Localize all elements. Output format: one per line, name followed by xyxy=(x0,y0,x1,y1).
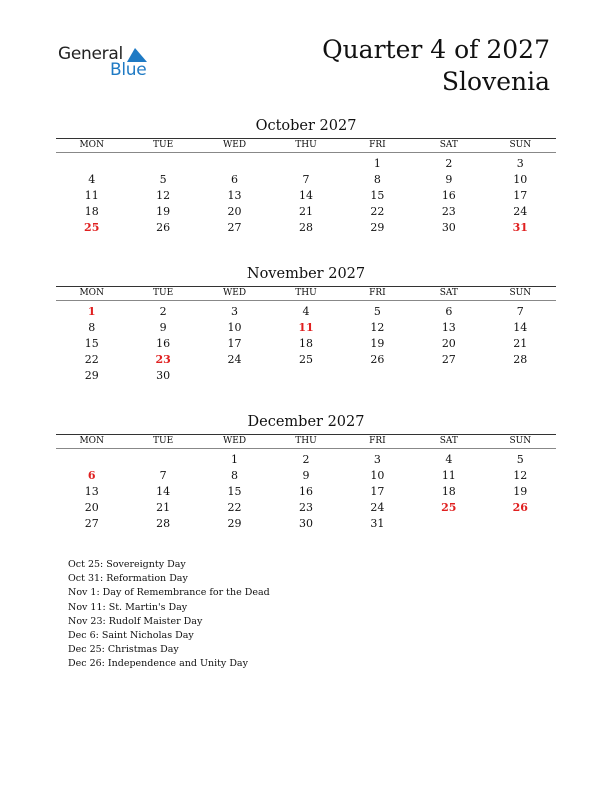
weekday-label: SAT xyxy=(439,288,458,298)
day-cell: 1 xyxy=(231,453,239,466)
week-row xyxy=(56,352,556,368)
day-cell: 24 xyxy=(227,353,242,366)
title-country: Slovenia xyxy=(441,67,550,96)
weekday-header xyxy=(56,139,556,152)
day-cell: 31 xyxy=(370,517,385,530)
weekday-label: SAT xyxy=(439,436,458,446)
week-row xyxy=(56,368,556,384)
month-title: October 2027 xyxy=(255,118,357,134)
weekday-label: WED xyxy=(223,436,247,446)
weekday-label: SUN xyxy=(509,140,532,150)
day-cell: 27 xyxy=(441,353,456,366)
day-cell: 25 xyxy=(441,501,457,514)
empty-day-cell xyxy=(56,449,127,468)
day-grid xyxy=(56,301,556,384)
logo xyxy=(58,44,168,84)
holiday-item: Oct 25: Sovereignty Day xyxy=(68,559,186,570)
day-cell: 29 xyxy=(84,369,99,382)
week-row xyxy=(56,468,556,484)
day-cell: 21 xyxy=(513,337,528,350)
month-october xyxy=(56,117,556,236)
day-cell: 6 xyxy=(231,173,239,186)
week-row xyxy=(56,516,556,532)
weekday-label: WED xyxy=(223,140,247,150)
holiday-item: Dec 26: Independence and Unity Day xyxy=(68,658,248,670)
day-cell: 17 xyxy=(370,485,385,498)
empty-day-cell xyxy=(127,449,198,468)
day-cell: 22 xyxy=(370,205,385,218)
empty-day-cell xyxy=(270,153,341,172)
day-cell: 5 xyxy=(159,173,167,186)
day-cell: 26 xyxy=(370,353,385,366)
week-row xyxy=(56,301,556,320)
week-row xyxy=(56,188,556,204)
weekday-label: SUN xyxy=(509,436,532,446)
day-cell: 15 xyxy=(227,485,242,498)
day-cell: 16 xyxy=(298,485,313,498)
day-cell: 19 xyxy=(513,485,528,498)
empty-day-cell xyxy=(485,368,556,384)
week-row xyxy=(56,153,556,172)
day-cell: 14 xyxy=(513,321,528,334)
day-cell: 19 xyxy=(370,337,385,350)
empty-day-cell xyxy=(413,516,484,532)
month-december xyxy=(56,413,556,532)
day-cell: 13 xyxy=(84,485,99,498)
weekday-label: FRI xyxy=(369,436,386,446)
week-row xyxy=(56,449,556,468)
empty-day-cell xyxy=(485,516,556,532)
month-november xyxy=(56,265,556,384)
day-cell: 16 xyxy=(441,189,456,202)
weekday-label: THU xyxy=(295,140,317,150)
month-title: December 2027 xyxy=(247,414,365,430)
day-cell: 21 xyxy=(156,501,171,514)
day-cell: 8 xyxy=(373,173,381,186)
day-cell: 27 xyxy=(84,517,99,530)
day-cell: 29 xyxy=(227,517,242,530)
day-cell: 11 xyxy=(441,469,456,482)
day-cell: 10 xyxy=(227,321,242,334)
day-cell: 1 xyxy=(87,305,96,318)
week-row xyxy=(56,172,556,188)
logo-blue-text: Blue xyxy=(110,60,147,80)
day-cell: 26 xyxy=(156,221,171,234)
holiday-item: Nov 11: St. Martin's Day xyxy=(68,601,188,613)
day-cell: 18 xyxy=(441,485,456,498)
day-cell: 9 xyxy=(302,469,310,482)
day-cell: 18 xyxy=(84,205,99,218)
day-cell: 2 xyxy=(302,453,310,466)
holiday-item: Oct 31: Reformation Day xyxy=(68,573,188,585)
holiday-item: Nov 1: Day of Remembrance for the Dead xyxy=(68,587,270,599)
day-cell: 12 xyxy=(156,189,171,202)
week-row xyxy=(56,320,556,336)
day-cell: 5 xyxy=(516,453,524,466)
day-cell: 23 xyxy=(155,353,171,366)
day-cell: 14 xyxy=(156,485,171,498)
day-cell: 7 xyxy=(159,469,167,482)
holiday-list xyxy=(68,558,270,672)
day-cell: 15 xyxy=(84,337,99,350)
day-cell: 13 xyxy=(227,189,242,202)
day-cell: 5 xyxy=(373,305,381,318)
weekday-label: THU xyxy=(295,436,317,446)
day-cell: 2 xyxy=(445,157,453,170)
day-cell: 8 xyxy=(231,469,239,482)
day-cell: 22 xyxy=(84,353,99,366)
empty-day-cell xyxy=(127,153,198,172)
day-cell: 10 xyxy=(370,469,385,482)
holiday-item: Dec 25: Christmas Day xyxy=(68,644,179,656)
day-cell: 10 xyxy=(513,173,528,186)
day-cell: 22 xyxy=(227,501,242,514)
day-cell: 24 xyxy=(370,501,385,514)
week-row xyxy=(56,500,556,516)
day-cell: 24 xyxy=(513,205,528,218)
day-cell: 23 xyxy=(298,501,313,514)
day-cell: 27 xyxy=(227,221,242,234)
weekday-label: TUE xyxy=(153,288,174,298)
day-cell: 6 xyxy=(87,469,96,482)
empty-day-cell xyxy=(56,153,127,172)
weekday-label: FRI xyxy=(369,288,386,298)
day-cell: 30 xyxy=(441,221,456,234)
weekday-label: TUE xyxy=(153,140,174,150)
day-cell: 13 xyxy=(441,321,456,334)
day-cell: 3 xyxy=(231,305,239,318)
weekday-label: MON xyxy=(79,140,104,150)
day-cell: 19 xyxy=(156,205,171,218)
day-cell: 7 xyxy=(516,305,524,318)
day-cell: 9 xyxy=(445,173,453,186)
empty-day-cell xyxy=(270,368,341,384)
day-cell: 12 xyxy=(513,469,528,482)
weekday-label: WED xyxy=(223,288,247,298)
day-cell: 25 xyxy=(298,353,313,366)
month-title: November 2027 xyxy=(246,266,366,282)
day-cell: 1 xyxy=(373,157,381,170)
day-cell: 7 xyxy=(302,173,310,186)
empty-day-cell xyxy=(199,153,270,172)
day-cell: 3 xyxy=(373,453,381,466)
day-cell: 20 xyxy=(441,337,456,350)
day-cell: 15 xyxy=(370,189,385,202)
day-cell: 18 xyxy=(298,337,313,350)
week-row xyxy=(56,204,556,220)
weekday-header xyxy=(56,435,556,448)
day-cell: 2 xyxy=(159,305,167,318)
day-cell: 9 xyxy=(159,321,167,334)
day-grid xyxy=(56,449,556,532)
week-row xyxy=(56,336,556,352)
day-cell: 30 xyxy=(156,369,171,382)
day-cell: 12 xyxy=(370,321,385,334)
day-cell: 20 xyxy=(84,501,99,514)
day-cell: 23 xyxy=(441,205,456,218)
day-cell: 17 xyxy=(227,337,242,350)
day-cell: 30 xyxy=(298,517,313,530)
day-grid xyxy=(56,153,556,236)
day-cell: 28 xyxy=(513,353,528,366)
week-row xyxy=(56,484,556,500)
day-cell: 14 xyxy=(298,189,313,202)
holiday-item: Dec 6: Saint Nicholas Day xyxy=(68,630,194,642)
day-cell: 16 xyxy=(156,337,171,350)
day-cell: 26 xyxy=(512,501,528,514)
empty-day-cell xyxy=(413,368,484,384)
page-title xyxy=(322,34,550,98)
day-cell: 20 xyxy=(227,205,242,218)
weekday-label: MON xyxy=(79,436,104,446)
empty-day-cell xyxy=(199,368,270,384)
weekday-header xyxy=(56,287,556,300)
day-cell: 28 xyxy=(298,221,313,234)
day-cell: 4 xyxy=(445,453,453,466)
day-cell: 17 xyxy=(513,189,528,202)
day-cell: 11 xyxy=(298,321,314,334)
day-cell: 11 xyxy=(84,189,99,202)
day-cell: 6 xyxy=(445,305,453,318)
title-quarter: Quarter 4 of 2027 xyxy=(322,35,550,64)
weekday-label: FRI xyxy=(369,140,386,150)
weekday-label: SAT xyxy=(439,140,458,150)
day-cell: 25 xyxy=(84,221,100,234)
day-cell: 3 xyxy=(516,157,524,170)
empty-day-cell xyxy=(342,368,413,384)
day-cell: 31 xyxy=(512,221,528,234)
day-cell: 21 xyxy=(298,205,313,218)
day-cell: 4 xyxy=(302,305,310,318)
week-row xyxy=(56,220,556,236)
weekday-label: TUE xyxy=(153,436,174,446)
weekday-label: SUN xyxy=(509,288,532,298)
day-cell: 28 xyxy=(156,517,171,530)
holiday-item: Nov 23: Rudolf Maister Day xyxy=(68,615,203,627)
day-cell: 8 xyxy=(88,321,96,334)
weekday-label: MON xyxy=(79,288,104,298)
day-cell: 4 xyxy=(88,173,96,186)
weekday-label: THU xyxy=(295,288,317,298)
day-cell: 29 xyxy=(370,221,385,234)
logo-general-text: General xyxy=(58,44,123,64)
